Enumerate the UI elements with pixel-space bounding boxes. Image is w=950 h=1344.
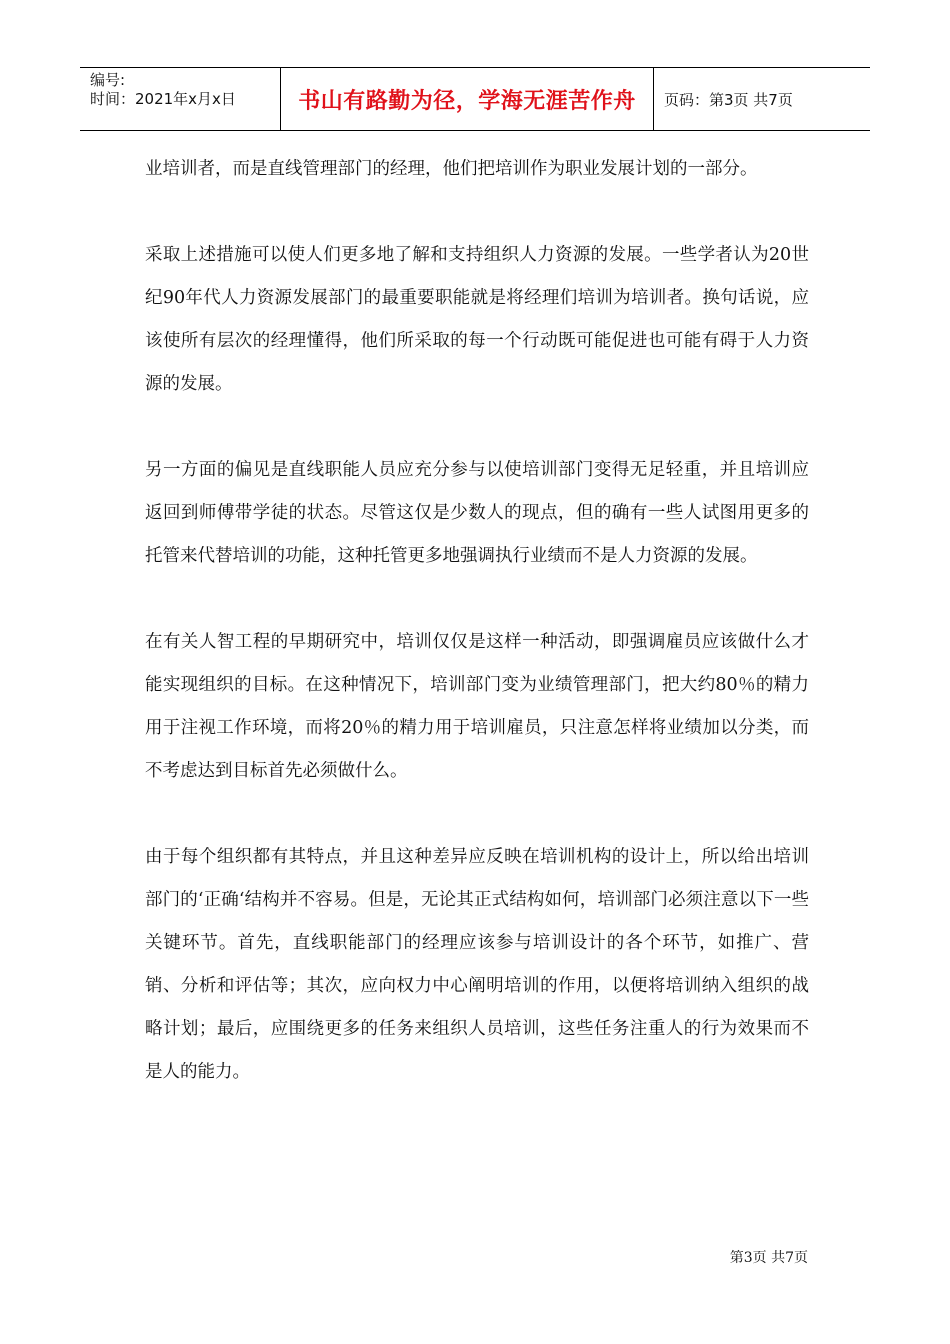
page-footer-number: 第3页 共7页 xyxy=(729,1250,808,1266)
header-meta xyxy=(80,68,281,130)
paragraph-3: 另一方面的偏见是直线职能人员应充分参与以使培训部门变得无足轻重，并且培训应返回到师傅带学徒的状态。尽管这仅是少数人的现点，但的确有一些人试图用更多的托管来代替培训的功能，这种托管更多地强调执行业绩而不是人力资源的发展。 xyxy=(145,460,809,566)
serial-number-label: 编号: xyxy=(90,71,126,89)
paragraph-2: 采取上述措施可以使人们更多地了解和支持组织人力资源的发展。一些学者认为20世纪90年代人力资源发展部门的最重要职能就是将经理们培训为培训者。换句话说，应该使所有层次的经理懂得，他们所采取的每一个行动既可能促进也可能有碍于人力资源的发展。 xyxy=(145,245,809,394)
paragraph-4: 在有关人智工程的早期研究中，培训仅仅是这样一种活动，即强调雇员应该做什么才能实现组织的目标。在这种情况下，培训部门变为业绩管理部门，把大约80％的精力用于注视工作环境，而将20％的精力用于培训雇员，只注意怎样将业绩加以分类，而不考虑达到目标首先必须做什么。 xyxy=(145,632,809,781)
header-motto: 书山有路勤为径，学海无涯苦作舟 xyxy=(281,68,654,130)
paragraph-5: 由于每个组织都有其特点，并且这种差异应反映在培训机构的设计上，所以给出培训部门的‘正确‘结构并不容易。但是，无论其正式结构如何，培训部门必须注意以下一些关键环节。首先，直线职能部门的经理应该参与培训设计的各个环节，如推广、营销、分析和评估等；其次，应向权力中心阐明培训的作用，以便将培训纳入组织的战略计划；最后，应围绕更多的任务来组织人员培训，这些任务注重人的行为效果而不是人的能力。 xyxy=(145,847,809,1082)
page-header xyxy=(80,67,870,131)
paragraph-1: 业培训者，而是直线管理部门的经理，他们把培训作为职业发展计划的一部分。 xyxy=(145,159,758,179)
header-page-code: 页码：第3页 共7页 xyxy=(664,90,793,109)
date-label: 时间：2021年x月x日 xyxy=(90,90,236,108)
document-body xyxy=(145,148,809,1094)
